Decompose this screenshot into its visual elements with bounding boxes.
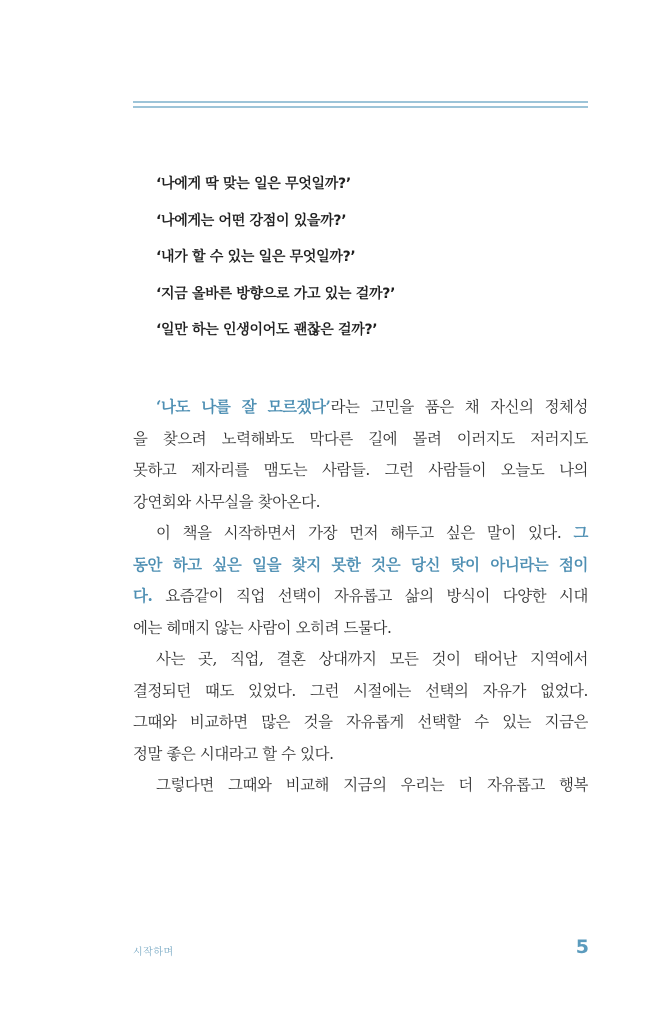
highlight-phrase: 다. (133, 587, 153, 605)
text-line: 을 찾으려 노력해봐도 막다른 길에 몰려 이러지도 저러지도 (133, 429, 588, 448)
question-item: ‘나에게 딱 맞는 일은 무엇일까?’ (156, 176, 351, 192)
body-text (133, 392, 588, 802)
highlight-phrase: ‘나도 나를 잘 모르겠다’ (156, 398, 331, 416)
question-list (156, 174, 395, 357)
text-line: 사는 곳, 직업, 결혼 상대까지 모든 것이 태어난 지역에서 (156, 650, 588, 668)
text-line (133, 581, 588, 613)
paragraph-2 (133, 518, 588, 644)
text-line (133, 518, 588, 550)
paragraph-3 (133, 644, 588, 770)
text-fragment: 라는 고민을 품은 채 자신의 정체성 (330, 398, 588, 416)
text-fragment: 요즘같이 직업 선택이 자유롭고 삶의 방식이 다양한 시대 (165, 587, 588, 605)
text-line: 그때와 비교하면 많은 것을 자유롭게 선택할 수 있는 지금은 (133, 713, 588, 731)
header-rule-top (133, 101, 588, 103)
paragraph-1 (133, 392, 588, 518)
highlight-phrase: 그 (573, 524, 588, 542)
paragraph-4 (133, 770, 588, 802)
text-line: 에는 헤매지 않는 사람이 오히려 드물다. (133, 618, 392, 637)
highlight-line: 동안 하고 싶은 일을 찾지 못한 것은 당신 탓이 아니라는 점이 (133, 555, 588, 574)
text-line: 그렇다면 그때와 비교해 지금의 우리는 더 자유롭고 행복 (156, 776, 588, 794)
text-line: 강연회와 사무실을 찾아온다. (133, 492, 321, 511)
question-item: ‘내가 할 수 있는 일은 무엇일까?’ (156, 249, 356, 265)
running-footer-title: 시작하며 (133, 947, 174, 958)
text-line: 정말 좋은 시대라고 할 수 있다. (133, 744, 334, 763)
question-item: ‘지금 올바른 방향으로 가고 있는 걸까?’ (156, 285, 396, 302)
text-line (133, 392, 588, 424)
page-number: 5 (575, 936, 589, 958)
text-fragment: 이 책을 시작하면서 가장 먼저 해두고 싶은 말이 있다. (156, 524, 562, 542)
text-line: 못하고 제자리를 맴도는 사람들. 그런 사람들이 오늘도 나의 (133, 461, 588, 479)
question-item: ‘나에게는 어떤 강점이 있을까?’ (156, 212, 347, 229)
question-item: ‘일만 하는 인생이어도 괜찮은 걸까?’ (156, 322, 378, 338)
header-rule-bottom (133, 106, 588, 108)
text-line: 결정되던 때도 있었다. 그런 시절에는 선택의 자유가 없었다. (133, 681, 588, 700)
